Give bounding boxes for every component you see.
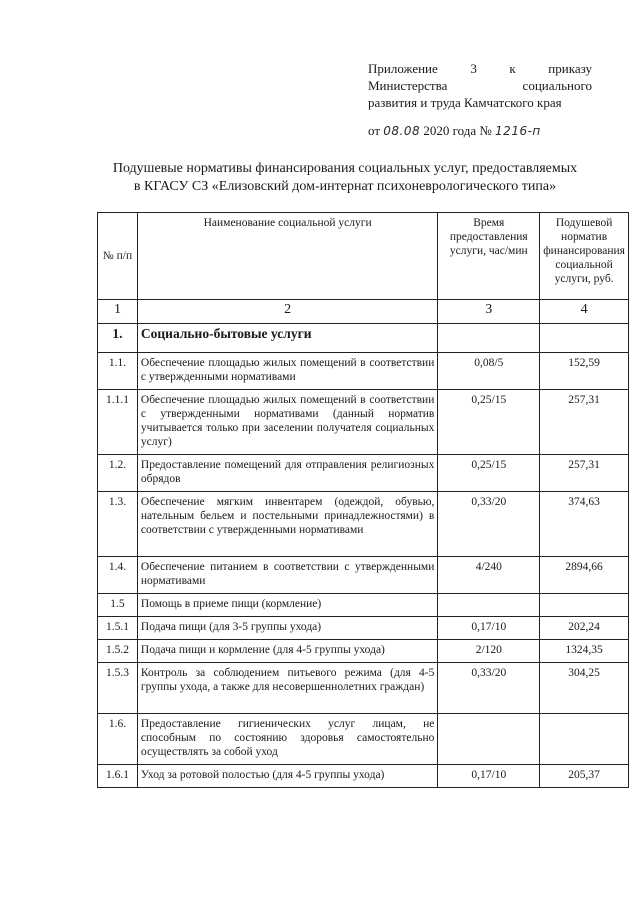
section-empty-cell <box>438 324 540 353</box>
table-row <box>98 390 629 455</box>
column-number: 3 <box>438 300 540 324</box>
appendix-word: 3 <box>470 61 477 76</box>
appendix-header <box>368 60 592 111</box>
row-service-name: Предоставление помещений для отправления религиозных обрядов <box>137 455 437 492</box>
row-number: 1.5 <box>98 594 138 617</box>
title-line-2: в КГАСУ СЗ «Елизовский дом-интернат психоневрологического типа» <box>133 179 557 194</box>
appendix-line-1 <box>368 60 592 77</box>
table-row <box>98 492 629 557</box>
row-service-time: 0,25/15 <box>438 390 540 455</box>
table-row <box>98 594 629 617</box>
row-norm-value: 374,63 <box>540 492 629 557</box>
table-header-row <box>98 213 629 300</box>
row-service-name: Обеспечение площадью жилых помещений в соответствии с утвержденными нормативами <box>137 353 437 390</box>
row-number: 1.3. <box>98 492 138 557</box>
table-row <box>98 617 629 640</box>
row-norm-value: 257,31 <box>540 455 629 492</box>
row-service-time: 0,33/20 <box>438 492 540 557</box>
row-norm-value: 1324,35 <box>540 640 629 663</box>
row-service-name: Подача пищи и кормление (для 4-5 группы ухода) <box>137 640 437 663</box>
header-number: № п/п <box>98 213 138 300</box>
row-number: 1.6. <box>98 714 138 765</box>
row-number: 1.2. <box>98 455 138 492</box>
handwritten-date: 08.08 <box>383 124 421 138</box>
date-year: 2020 года № <box>423 123 492 138</box>
table-row <box>98 663 629 714</box>
table-row <box>98 765 629 788</box>
header-norm: Подушевой норматив финансирования социальной услуги, руб. <box>540 213 629 300</box>
row-service-time: 2/120 <box>438 640 540 663</box>
appendix-word: к <box>509 61 516 76</box>
table-row <box>98 455 629 492</box>
appendix-word: социального <box>522 78 592 93</box>
row-service-name: Контроль за соблюдением питьевого режима (для 4-5 группы ухода, а также для несовершеннолетних граждан) <box>137 663 437 714</box>
row-service-time: 0,17/10 <box>438 617 540 640</box>
appendix-word: Министерства <box>368 78 448 93</box>
row-norm-value <box>540 714 629 765</box>
row-norm-value: 304,25 <box>540 663 629 714</box>
row-service-time <box>438 594 540 617</box>
row-service-name: Помощь в приеме пищи (кормление) <box>137 594 437 617</box>
column-number-row <box>98 300 629 324</box>
document-title <box>60 160 630 196</box>
row-service-time: 4/240 <box>438 557 540 594</box>
appendix-word: приказу <box>548 61 592 76</box>
norms-table <box>97 212 629 788</box>
appendix-word: Приложение <box>368 61 438 76</box>
table-row <box>98 714 629 765</box>
row-service-name: Уход за ротовой полостью (для 4-5 группы ухода) <box>137 765 437 788</box>
handwritten-order-number: 1216-п <box>495 124 541 138</box>
table-row <box>98 353 629 390</box>
row-service-time <box>438 714 540 765</box>
appendix-line-2 <box>368 77 592 94</box>
section-number: 1. <box>98 324 138 353</box>
row-norm-value <box>540 594 629 617</box>
header-service-time: Время предоставления услуги, час/мин <box>438 213 540 300</box>
row-number: 1.1. <box>98 353 138 390</box>
title-line-1: Подушевые нормативы финансирования социальных услуг, предоставляемых <box>112 161 578 176</box>
row-norm-value: 205,37 <box>540 765 629 788</box>
column-number: 4 <box>540 300 629 324</box>
section-empty-cell <box>540 324 629 353</box>
row-service-name: Обеспечение площадью жилых помещений в соответствии с утвержденными нормативами (данный норматив учитывается только при заселении получателя социальных услуг) <box>137 390 437 455</box>
column-number: 1 <box>98 300 138 324</box>
order-date-line <box>368 122 608 140</box>
section-row <box>98 324 629 353</box>
row-service-time: 0,08/5 <box>438 353 540 390</box>
row-norm-value: 257,31 <box>540 390 629 455</box>
header-service-name: Наименование социальной услуги <box>137 213 437 300</box>
section-title: Социально-бытовые услуги <box>137 324 437 353</box>
column-number: 2 <box>137 300 437 324</box>
row-service-time: 0,17/10 <box>438 765 540 788</box>
row-norm-value: 2894,66 <box>540 557 629 594</box>
row-number: 1.1.1 <box>98 390 138 455</box>
row-service-time: 0,25/15 <box>438 455 540 492</box>
row-number: 1.5.3 <box>98 663 138 714</box>
row-number: 1.5.1 <box>98 617 138 640</box>
row-number: 1.5.2 <box>98 640 138 663</box>
row-service-name: Предоставление гигиенических услуг лицам, не способным по состоянию здоровья самостоятельно осуществлять за собой уход <box>137 714 437 765</box>
row-service-name: Подача пищи (для 3-5 группы ухода) <box>137 617 437 640</box>
row-number: 1.4. <box>98 557 138 594</box>
date-prefix: от <box>368 123 381 138</box>
row-norm-value: 202,24 <box>540 617 629 640</box>
row-service-time: 0,33/20 <box>438 663 540 714</box>
table-row <box>98 557 629 594</box>
row-number: 1.6.1 <box>98 765 138 788</box>
table-row <box>98 640 629 663</box>
row-service-name: Обеспечение мягким инвентарем (одеждой, обувью, нательным бельем и постельными принадлежностями) в соответствии с утвержденными нормативами <box>137 492 437 557</box>
appendix-line-3: развития и труда Камчатского края <box>368 95 562 110</box>
row-norm-value: 152,59 <box>540 353 629 390</box>
row-service-name: Обеспечение питанием в соответствии с утвержденными нормативами <box>137 557 437 594</box>
